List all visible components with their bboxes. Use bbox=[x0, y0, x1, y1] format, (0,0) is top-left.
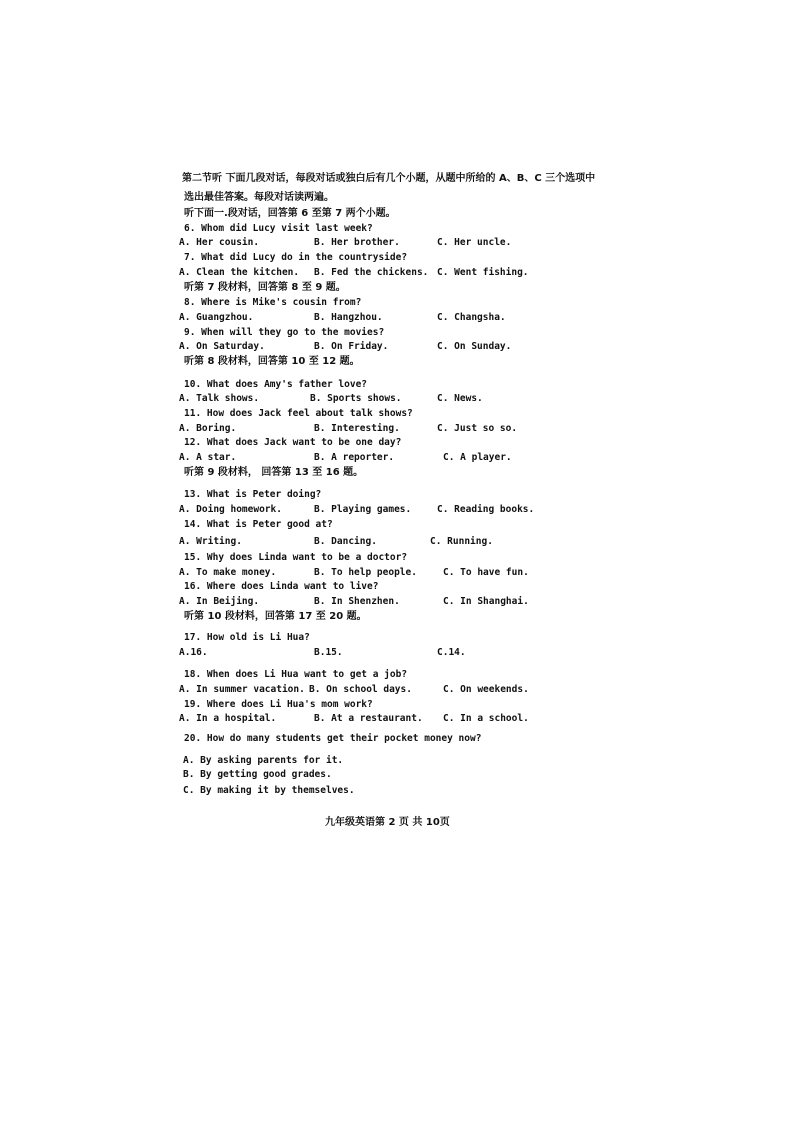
q6-option-c[interactable]: C. Her uncle. bbox=[437, 237, 512, 248]
question-8: 8. Where is Mike's cousin from? bbox=[184, 297, 362, 308]
q17-option-a[interactable]: A.16. bbox=[179, 647, 208, 658]
instruction-group2: 听第 7 段材料，回答第 8 至 9 题。 bbox=[184, 282, 346, 293]
q9-option-b[interactable]: B. On Friday. bbox=[314, 341, 389, 352]
question-11: 11. How does Jack feel about talk shows? bbox=[184, 408, 413, 419]
q20-option-b[interactable]: B. By getting good grades. bbox=[183, 769, 332, 780]
q12-option-b[interactable]: B. A reporter. bbox=[314, 452, 395, 463]
page-footer: 九年级英语第 2 页 共 10页 bbox=[325, 817, 450, 828]
q11-option-c[interactable]: C. Just so so. bbox=[437, 423, 518, 434]
q7-option-c[interactable]: C. Went fishing. bbox=[437, 267, 529, 278]
q17-option-c[interactable]: C.14. bbox=[437, 647, 466, 658]
q12-option-a[interactable]: A. A star. bbox=[179, 452, 237, 463]
q9-option-a[interactable]: A. On Saturday. bbox=[179, 341, 265, 352]
question-10: 10. What does Amy's father love? bbox=[184, 379, 368, 390]
q20-option-c[interactable]: C. By making it by themselves. bbox=[183, 785, 355, 796]
section-header-line2: 选出最佳答案。每段对话读两遍。 bbox=[184, 192, 334, 203]
q16-option-b[interactable]: B. In Shenzhen. bbox=[314, 596, 400, 607]
instruction-group3: 听第 8 段材料，回答第 10 至 12 题。 bbox=[184, 356, 360, 367]
q14-option-b[interactable]: B. Dancing. bbox=[314, 536, 377, 547]
q10-option-b[interactable]: B. Sports shows. bbox=[310, 393, 402, 404]
q15-option-c[interactable]: C. To have fun. bbox=[443, 567, 529, 578]
q12-option-c[interactable]: C. A player. bbox=[443, 452, 512, 463]
q8-option-a[interactable]: A. Guangzhou. bbox=[179, 312, 254, 323]
q15-option-b[interactable]: B. To help people. bbox=[314, 567, 417, 578]
q6-option-a[interactable]: A. Her cousin. bbox=[179, 237, 260, 248]
q17-option-b[interactable]: B.15. bbox=[314, 647, 343, 658]
q14-option-c[interactable]: C. Running. bbox=[430, 536, 493, 547]
q7-option-b[interactable]: B. Fed the chickens. bbox=[314, 267, 429, 278]
q7-option-a[interactable]: A. Clean the kitchen. bbox=[179, 267, 300, 278]
section-header-line1: 第二节听 下面几段对话，每段对话或独白后有几个小题，从题中所给的 A、B、C 三个选项中 bbox=[182, 173, 596, 184]
question-6: 6. Whom did Lucy visit last week? bbox=[184, 223, 373, 234]
question-20: 20. How do many students get their pocket money now? bbox=[184, 733, 482, 744]
q10-option-c[interactable]: C. News. bbox=[437, 393, 483, 404]
question-19: 19. Where does Li Hua's mom work? bbox=[184, 699, 373, 710]
q11-option-a[interactable]: A. Boring. bbox=[179, 423, 237, 434]
question-17: 17. How old is Li Hua? bbox=[184, 632, 310, 643]
q19-option-b[interactable]: B. At a restaurant. bbox=[314, 713, 423, 724]
q8-option-c[interactable]: C. Changsha. bbox=[437, 312, 506, 323]
q11-option-b[interactable]: B. Interesting. bbox=[314, 423, 400, 434]
q13-option-a[interactable]: A. Doing homework. bbox=[179, 504, 282, 515]
q20-option-a[interactable]: A. By asking parents for it. bbox=[183, 755, 344, 766]
q16-option-c[interactable]: C. In Shanghai. bbox=[443, 596, 529, 607]
q9-option-c[interactable]: C. On Sunday. bbox=[437, 341, 512, 352]
instruction-group1: 听下面一.段对话，回答第 6 至第 7 两个小题。 bbox=[184, 208, 396, 219]
question-13: 13. What is Peter doing? bbox=[184, 489, 322, 500]
q18-option-a[interactable]: A. In summer vacation. bbox=[179, 684, 305, 695]
q10-option-a[interactable]: A. Talk shows. bbox=[179, 393, 260, 404]
q15-option-a[interactable]: A. To make money. bbox=[179, 567, 277, 578]
question-18: 18. When does Li Hua want to get a job? bbox=[184, 669, 408, 680]
q6-option-b[interactable]: B. Her brother. bbox=[314, 237, 400, 248]
q18-option-b[interactable]: B. On school days. bbox=[309, 684, 412, 695]
q18-option-c[interactable]: C. On weekends. bbox=[443, 684, 529, 695]
q16-option-a[interactable]: A. In Beijing. bbox=[179, 596, 260, 607]
q14-option-a[interactable]: A. Writing. bbox=[179, 536, 242, 547]
question-14: 14. What is Peter good at? bbox=[184, 519, 333, 530]
question-9: 9. When will they go to the movies? bbox=[184, 327, 385, 338]
q8-option-b[interactable]: B. Hangzhou. bbox=[314, 312, 383, 323]
question-7: 7. What did Lucy do in the countryside? bbox=[184, 252, 408, 263]
q19-option-a[interactable]: A. In a hospital. bbox=[179, 713, 277, 724]
q13-option-c[interactable]: C. Reading books. bbox=[437, 504, 535, 515]
q19-option-c[interactable]: C. In a school. bbox=[443, 713, 529, 724]
question-12: 12. What does Jack want to be one day? bbox=[184, 437, 402, 448]
instruction-group5: 听第 10 段材料，回答第 17 至 20 题。 bbox=[184, 611, 367, 622]
q13-option-b[interactable]: B. Playing games. bbox=[314, 504, 412, 515]
question-16: 16. Where does Linda want to live? bbox=[184, 581, 379, 592]
instruction-group4: 听第 9 段材料， 回答第 13 至 16 题。 bbox=[184, 467, 364, 478]
question-15: 15. Why does Linda want to be a doctor? bbox=[184, 552, 408, 563]
